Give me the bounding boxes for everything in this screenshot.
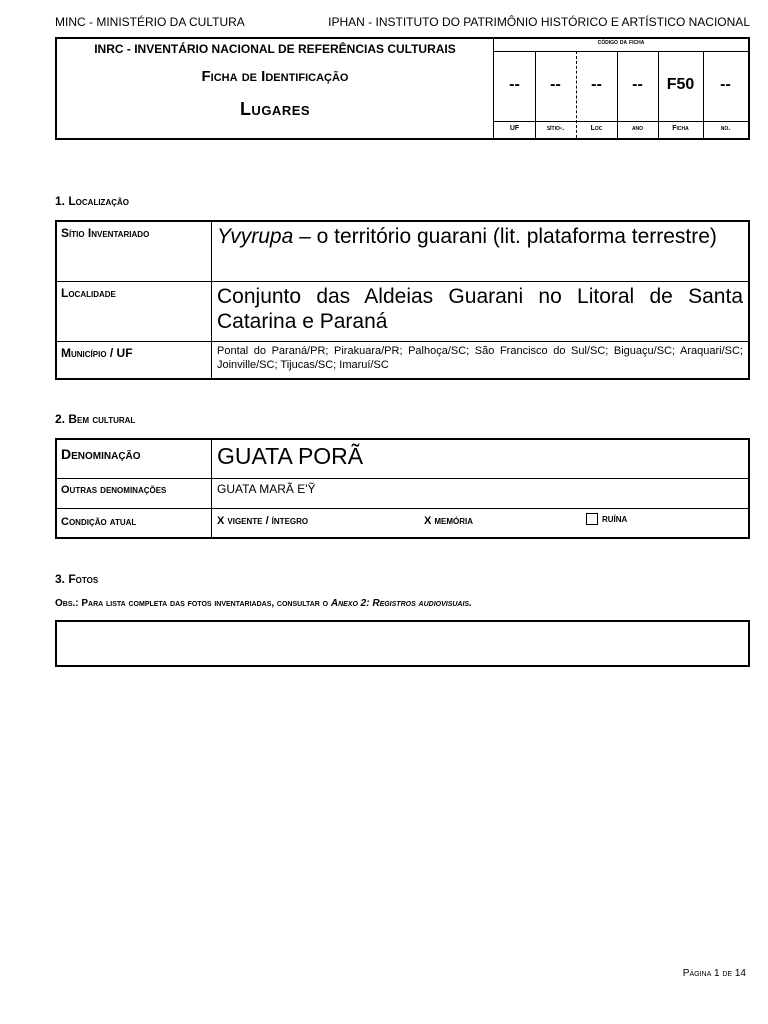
code-ficha: F50 bbox=[666, 76, 695, 93]
sitio-italic: Yvyrupa bbox=[217, 225, 294, 248]
form-title-area bbox=[57, 39, 494, 138]
vigente-option[interactable]: X vigente / íntegro bbox=[217, 514, 309, 527]
inrc-title: INRC - INVENTÁRIO NACIONAL DE REFERÊNCIAS CULTURAIS bbox=[94, 42, 456, 56]
section-bem-cultural-title: 2. Bem cultural bbox=[55, 412, 136, 426]
condicao-options bbox=[212, 508, 750, 538]
section-fotos-title: 3. Fotos bbox=[55, 572, 99, 586]
outras-label: Outras denominações bbox=[56, 478, 212, 508]
municipio-label: Município / UF bbox=[56, 341, 212, 379]
code-loc: -- bbox=[591, 76, 602, 93]
ruina-checkbox[interactable] bbox=[586, 513, 598, 525]
ruina-label: ruína bbox=[602, 512, 628, 525]
localidade-label: Localidade bbox=[56, 281, 212, 341]
code-label-ficha: Ficha bbox=[672, 125, 689, 132]
lugares-title: Lugares bbox=[239, 99, 311, 119]
code-label-uf: UF bbox=[509, 125, 520, 132]
code-uf: -- bbox=[509, 76, 520, 93]
photo-box bbox=[55, 620, 750, 667]
ruina-option[interactable] bbox=[586, 513, 627, 525]
header-ministry: MINC - MINISTÉRIO DA CULTURA bbox=[55, 15, 245, 29]
sitio-value bbox=[212, 221, 750, 281]
code-label-ano: ano bbox=[631, 125, 644, 132]
memoria-option[interactable]: X memória bbox=[424, 514, 474, 527]
obs-prefix: Obs.: Para lista completa das fotos inventariadas, consultar o bbox=[55, 598, 331, 609]
code-area bbox=[494, 39, 748, 138]
code-ano: -- bbox=[632, 76, 643, 93]
section-localizacao-title: 1. Localização bbox=[55, 194, 129, 208]
condicao-label: Condição atual bbox=[56, 508, 212, 538]
outras-value: GUATA MARÃ E'Ỹ bbox=[212, 478, 750, 508]
sitio-label: Sítio Inventariado bbox=[56, 221, 212, 281]
bem-cultural-table bbox=[55, 438, 750, 539]
code-label: código da ficha bbox=[597, 39, 645, 46]
localizacao-table bbox=[55, 220, 750, 380]
code-no: -- bbox=[720, 76, 731, 93]
obs-italic: Anexo 2: Registros audiovisuais. bbox=[330, 598, 472, 609]
header-institute: IPHAN - INSTITUTO DO PATRIMÔNIO HISTÓRICO E ARTÍSTICO NACIONAL bbox=[328, 15, 750, 29]
denominacao-label: Denominação bbox=[56, 439, 212, 478]
municipio-value: Pontal do Paraná/PR; Pirakuara/PR; Palhoça/SC; São Francisco do Sul/SC; Biguaçu/SC; Araquari/SC; Joinville/SC; Tijucas/SC; Imaruí/SC bbox=[212, 341, 750, 379]
obs-text bbox=[55, 598, 472, 609]
identification-block bbox=[55, 37, 750, 140]
ficha-title: Ficha de Identificação bbox=[201, 68, 349, 85]
localidade-value: Conjunto das Aldeias Guarani no Litoral de Santa Catarina e Paraná bbox=[212, 281, 750, 341]
code-sitio: -- bbox=[550, 76, 561, 93]
code-label-sitio: sítio-. bbox=[546, 125, 565, 132]
sitio-rest: – o território guarani (lit. plataforma terrestre) bbox=[293, 225, 717, 248]
page-number: Página 1 de 14 bbox=[682, 968, 746, 979]
denominacao-value: GUATA PORÃ bbox=[212, 439, 750, 478]
code-label-loc: Loc bbox=[590, 125, 603, 132]
code-label-no: no. bbox=[720, 125, 731, 132]
